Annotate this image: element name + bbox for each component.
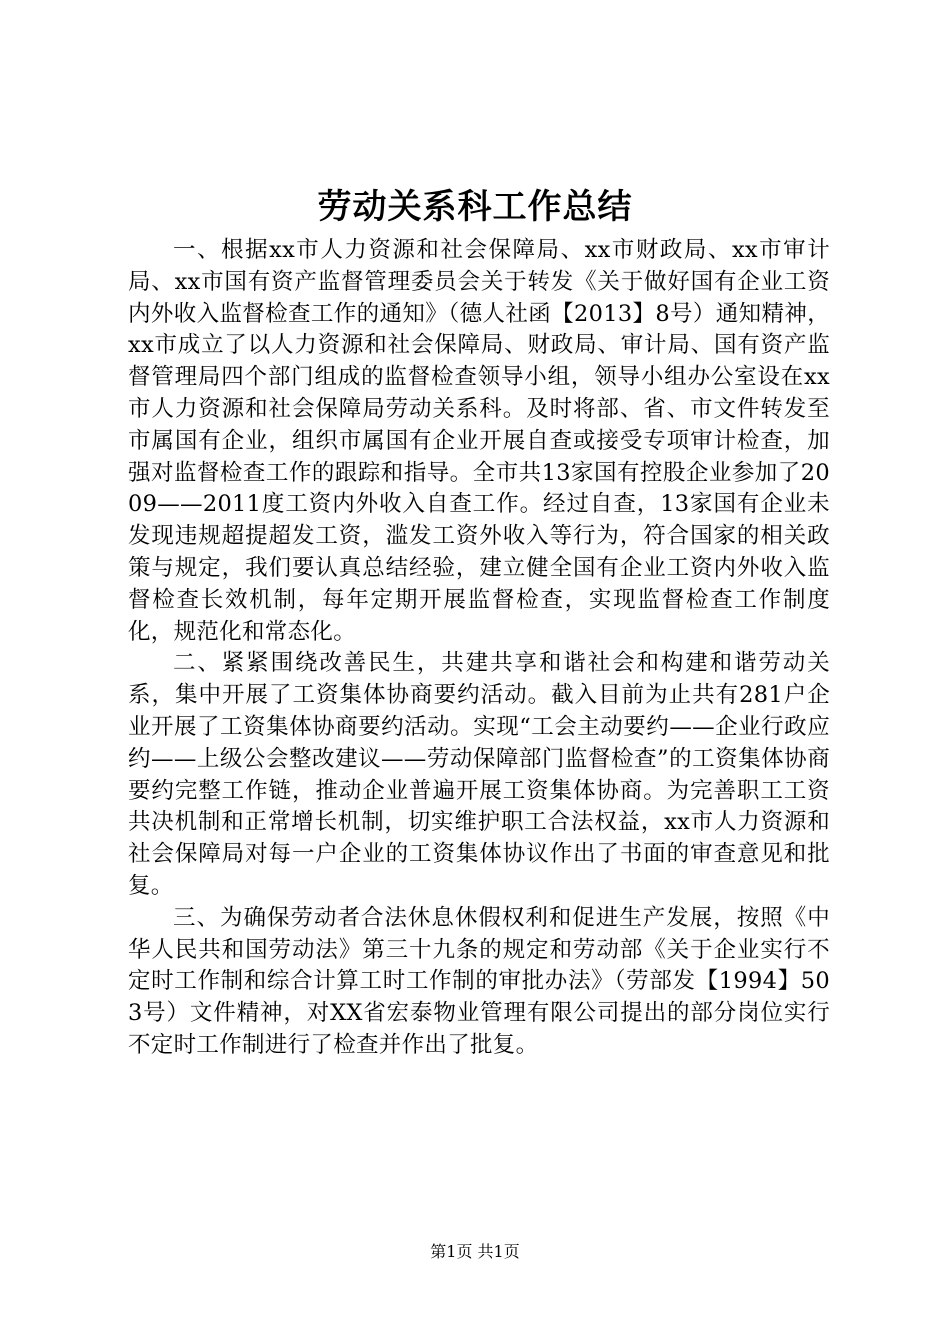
paragraph-1: 一、根据xx市人力资源和社会保障局、xx市财政局、xx市审计局、xx市国有资产监督管理委员会关于转发《关于做好国有企业工资内外收入监督检查工作的通知》（德人社函【2013】8号）通知精神，xx市成立了以人力资源和社会保障局、财政局、审计局、国有资产监督管理局四个部门组成的监督检查领导小组，领导小组办公室设在xx市人力资源和社会保障局劳动关系科。及时将部、省、市文件转发至市属国有企业，组织市属国有企业开展自查或接受专项审计检查，加强对监督检查工作的跟踪和指导。全市共13家国有控股企业参加了2009——2011度工资内外收入自查工作。经过自查，13家国有企业未发现违规超提超发工资，滥发工资外收入等行为，符合国家的相关政策与规定，我们要认真总结经验，建立健全国有企业工资内外收入监督检查长效机制，每年定期开展监督检查，实现监督检查工作制度化，规范化和常态化。 — [128, 237, 830, 645]
page-footer: 第1页 共1页 — [430, 1242, 520, 1261]
document-body — [128, 235, 830, 1062]
document-title: 劳动关系科工作总结 — [317, 187, 633, 227]
paragraph-2: 二、紧紧围绕改善民生，共建共享和谐社会和构建和谐劳动关系，集中开展了工资集体协商要约活动。截入目前为止共有281户企业开展了工资集体协商要约活动。实现“工会主动要约——企业行政应约——上级公会整改建议——劳动保障部门监督检查”的工资集体协商要约完整工作链，推动企业普遍开展工资集体协商。为完善职工工资共决机制和正常增长机制，切实维护职工合法权益，xx市人力资源和社会保障局对每一户企业的工资集体协议作出了书面的审查意见和批复。 — [128, 650, 830, 899]
paragraph-3: 三、为确保劳动者合法休息休假权利和促进生产发展，按照《中华人民共和国劳动法》第三十九条的规定和劳动部《关于企业实行不定时工作制和综合计算工时工作制的审批办法》（劳部发【1994】503号）文件精神，对XX省宏泰物业管理有限公司提出的部分岗位实行不定时工作制进行了检查并作出了批复。 — [128, 904, 830, 1058]
